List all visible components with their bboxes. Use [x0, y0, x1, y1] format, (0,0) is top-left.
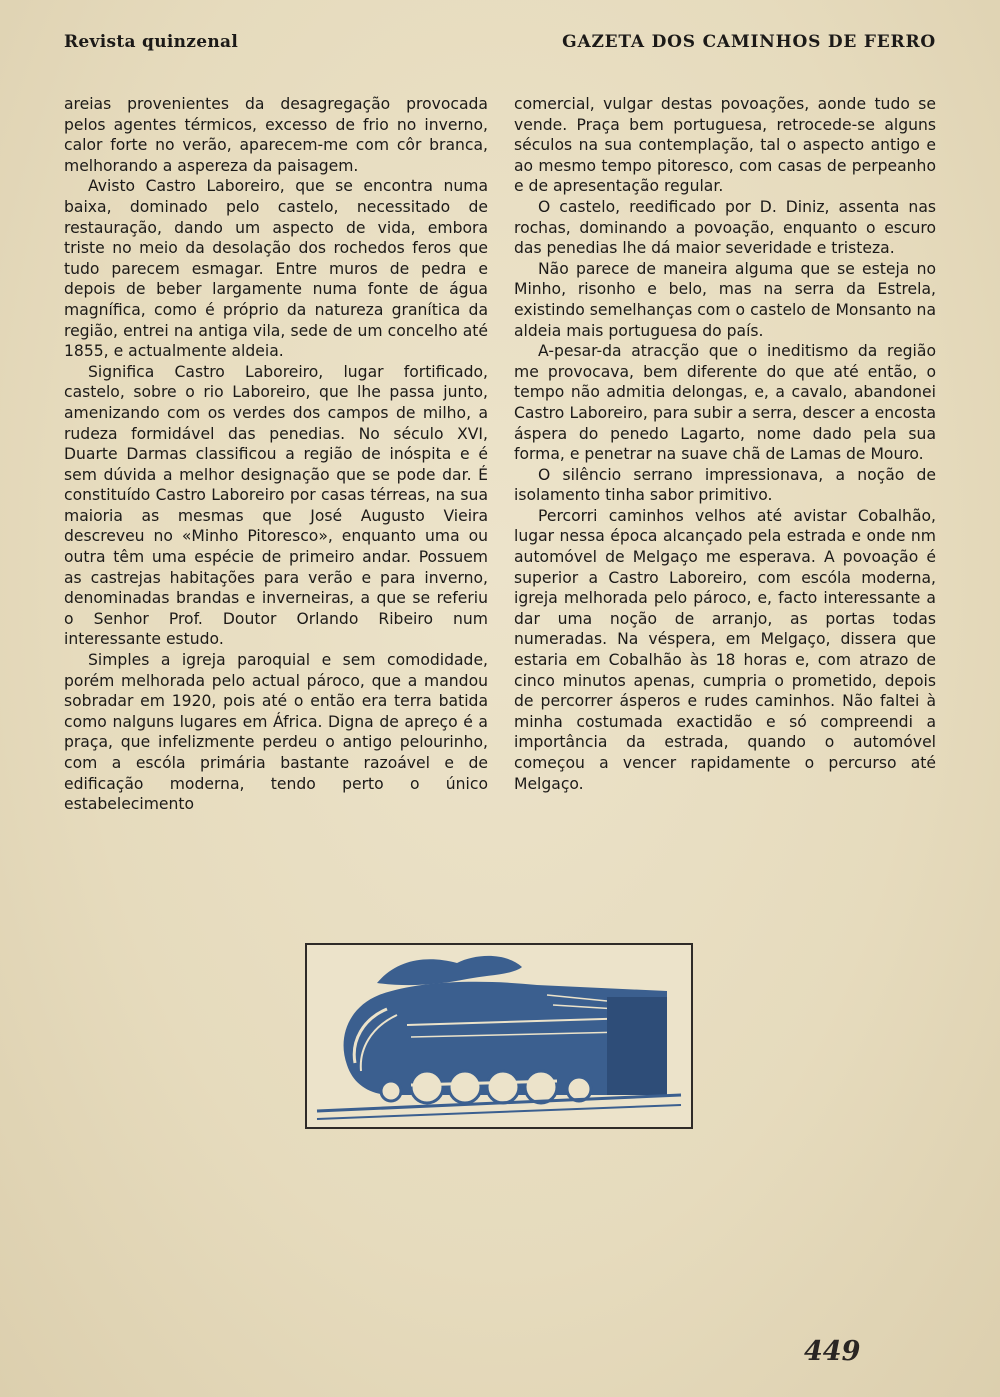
text-column-right: [514, 94, 936, 794]
header-publication-title: GAZETA DOS CAMINHOS DE FERRO: [562, 32, 936, 52]
paragraph: Percorri caminhos velhos até avistar Cobalhão, lugar nessa época alcançado pela estrada e onde nm automóvel de Melgaço me esperava. A povoação é superior a Castro Laboreiro, com escóla moderna, igreja melhorada pelo pároco, e, facto interessante a dar uma noção de arranjo, as portas todas numeradas. Na véspera, em Melgaço, dissera que estaria em Cobalhão às 18 horas e, com atrazo de cinco minutos apenas, cumpria o prometido, depois de percorrer ásperos e rudes caminhos. Não faltei à minha costumada exactidão e só compreendi a importância da estrada, quando o automóvel começou a vencer rapidamente o percurso até Melgaço.: [514, 506, 936, 793]
paragraph: O castelo, reedificado por D. Diniz, assenta nas rochas, dominando a povoação, enquanto o escuro das penedias lhe dá maior severidade e tristeza.: [514, 197, 936, 258]
paragraph: comercial, vulgar destas povoações, aonde tudo se vende. Praça bem portuguesa, retrocede-se alguns séculos na sua contemplação, tal o aspecto antigo e ao mesmo tempo pitoresco, com casas de perpeanho e de apresentação regular.: [514, 95, 936, 196]
text-column-left: [64, 94, 488, 815]
header-periodicity: Revista quinzenal: [64, 32, 239, 52]
streamlined-locomotive-icon: [307, 945, 691, 1127]
paragraph: areias provenientes da desagregação provocada pelos agentes térmicos, excesso de frio no inverno, calor forte no verão, aparecem-me com côr branca, melhorando a aspereza da paisagem.: [64, 95, 488, 175]
paragraph: Significa Castro Laboreiro, lugar fortificado, castelo, sobre o rio Laboreiro, que lhe passa junto, amenizando com os verdes dos campos de milho, a rudeza formidável das penedias. No século XVI, Duarte Darmas classificou a região de inóspita e é sem dúvida a melhor designação que se pode dar. É constituído Castro Laboreiro por casas térreas, na sua maioria as mesmas que José Augusto Vieira descreveu no «Minho Pitoresco», enquanto uma ou outra têm uma espécie de primeiro andar. Possuem as castrejas habitações para verão e para inverno, denominadas brandas e inverneiras, a que se referiu o Senhor Prof. Doutor Orlando Ribeiro num interessante estudo.: [64, 362, 488, 649]
locomotive-illustration: [305, 943, 693, 1129]
paragraph: O silêncio serrano impressionava, a noção de isolamento tinha sabor primitivo.: [514, 465, 936, 505]
paragraph: Avisto Castro Laboreiro, que se encontra numa baixa, dominado pelo castelo, necessitado de restauração, dando um aspecto de vida, embora triste no meio da desolação dos rochedos feros que tudo parecem esmagar. Entre muros de pedra e depois de beber largamente numa fonte de água magnífica, como é próprio da natureza granítica da região, entrei na antiga vila, sede de um concelho até 1855, e actualmente aldeia.: [64, 177, 488, 361]
running-header: [64, 28, 936, 58]
paragraph: Não parece de maneira alguma que se esteja no Minho, risonho e belo, mas na serra da Estrela, existindo semelhanças com o castelo de Monsanto na aldeia mais portuguesa do país.: [514, 259, 936, 340]
page-number: 449: [804, 1336, 861, 1367]
paragraph: Simples a igreja paroquial e sem comodidade, porém melhorada pelo actual pároco, que a mandou sobradar em 1920, pois até o então era terra batida como nalguns lugares em África. Digna de apreço é a praça, que infelizmente perdeu o antigo pelourinho, com a escóla primária bastante razoável e de edificação moderna, tendo perto o único estabelecimento: [64, 651, 488, 814]
paragraph: A-pesar-da atracção que o ineditismo da região me provocava, bem diferente do que até então, o tempo não admitia delongas, e, a cavalo, abandonei Castro Laboreiro, para subir a serra, descer a encosta áspera do penedo Lagarto, nome dado pela sua forma, e penetrar na suave chã de Lamas de Mouro.: [514, 342, 936, 464]
